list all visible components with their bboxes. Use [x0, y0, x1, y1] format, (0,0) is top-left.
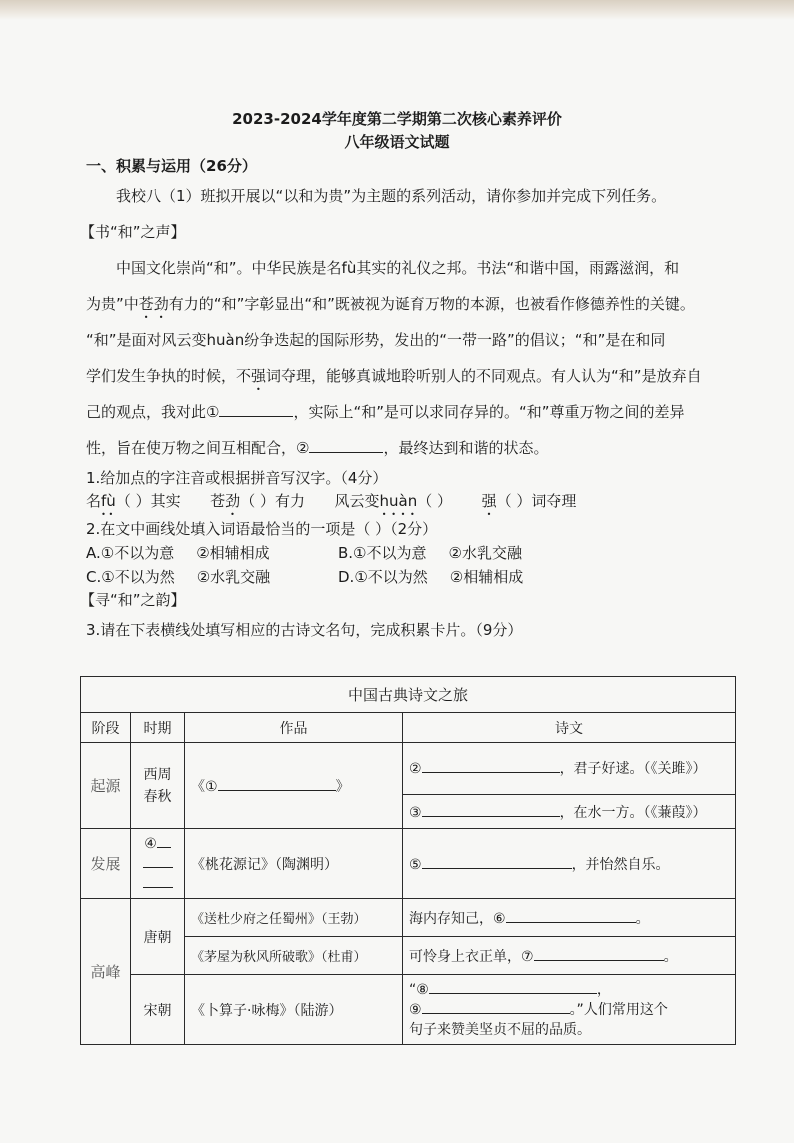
passage-text: ，实际上“和”是可以求同存异的。“和”尊重万物之间的差异 — [293, 403, 685, 421]
passage-text: ，最终达到和谐的状态。 — [383, 439, 549, 457]
q1-item-post: （ ） — [417, 492, 453, 510]
work-taohuayuan: 《桃花源记》（陶渊明） — [185, 829, 403, 899]
passage-text: 中国文化崇尚“和”。中华民族是名 — [116, 259, 342, 277]
stage-develop: 发展 — [81, 829, 131, 899]
q1-item-key: 劲 — [225, 492, 241, 510]
period-zhou-chunqiu: 西周 春秋 — [131, 743, 185, 829]
stage-peak: 高峰 — [81, 899, 131, 1045]
option-c-part2: ②水乳交融 — [196, 568, 271, 586]
work-dufu: 《茅屋为秋风所破歌》（杜甫） — [185, 937, 403, 975]
passage-text: 其实的礼仪之邦。书法“和谐中国，雨露滋润，和 — [356, 259, 680, 277]
q1-item-key: 强 — [481, 492, 497, 510]
passage-text: 纷争迭起的国际形势，发出的“一带一路”的倡议；“和”是在和同 — [244, 331, 666, 349]
poem-taohuayuan-pre: ⑤ — [409, 856, 422, 873]
part-title-shu-he: 【书“和”之声】 — [80, 223, 186, 241]
answer-line-4a[interactable] — [157, 834, 171, 848]
q1-item[interactable] — [335, 492, 453, 510]
option-a[interactable] — [86, 542, 270, 563]
q1-item[interactable] — [86, 492, 181, 510]
answer-line-4b[interactable] — [143, 854, 173, 868]
q1-item-key: huàn — [379, 492, 418, 510]
table-title: 中国古典诗文之旅 — [81, 677, 736, 713]
passage-text: “和”是面对风云变 — [86, 331, 207, 349]
section-heading: 一、积累与运用（26分） — [86, 157, 257, 175]
poem-guanju-pre: ② — [409, 760, 422, 777]
poem-luyou-line3: 句子来赞美坚贞不屈的品质。 — [409, 1021, 591, 1038]
period-answer-4 — [131, 829, 185, 899]
work-origin-post: 》 — [335, 778, 350, 795]
header-poem: 诗文 — [403, 713, 736, 743]
answer-line-7[interactable] — [534, 947, 664, 961]
header-stage: 阶段 — [81, 713, 131, 743]
header-period: 时期 — [131, 713, 185, 743]
poem-wangbo — [403, 899, 736, 937]
poem-wangbo-post: 。 — [635, 910, 650, 927]
option-c[interactable] — [86, 566, 270, 587]
poem-dufu-pre: 可怜身上衣正单，⑦ — [409, 948, 534, 965]
option-d[interactable] — [338, 566, 523, 587]
poem-dufu — [403, 937, 736, 975]
work-luyou: 《卜算子·咏梅》（陆游） — [185, 975, 403, 1045]
passage-line-1 — [86, 258, 746, 278]
option-d-part1: D.①不以为然 — [338, 568, 428, 586]
task-intro: 我校八（1）班拟开展以“以和为贵”为主题的系列活动，请你参加并完成下列任务。 — [116, 187, 667, 205]
q1-item[interactable] — [482, 492, 577, 510]
period-4-label: ④ — [144, 835, 157, 852]
passage-text: 词夺理，能够真诚地聆听别人的不同观点。有人认为“和”是放弃自 — [266, 367, 702, 385]
option-b-part2: ②水乳交融 — [448, 544, 522, 562]
poetry-card-table — [80, 676, 736, 1045]
header-work: 作品 — [185, 713, 403, 743]
q1-item[interactable] — [210, 492, 305, 510]
passage-line-5 — [86, 402, 746, 422]
q1-item-post: （ ）词夺理 — [496, 492, 577, 510]
poem-jianjia-post: ，在水一方。（《蒹葭》） — [559, 804, 707, 821]
question-1-items — [86, 491, 766, 519]
answer-line-2[interactable] — [422, 759, 560, 773]
poem-taohuayuan-post: ，并怡然自乐。 — [571, 856, 670, 873]
answer-line-9[interactable] — [422, 1000, 570, 1014]
answer-line-4c[interactable] — [143, 874, 173, 888]
option-d-part2: ②相辅相成 — [449, 568, 524, 586]
question-2: 2.在文中画线处填入词语最恰当的一项是（ ）（2分） — [86, 520, 438, 538]
poem-luyou-line2-post: 。”人们常用这个 — [569, 1001, 668, 1018]
q1-item-pre: 名 — [86, 492, 102, 510]
work-wangbo: 《送杜少府之任蜀州》（王勃） — [185, 899, 403, 937]
q1-item-pre: 风云变 — [334, 492, 380, 510]
work-origin-pre: 《① — [191, 778, 218, 795]
poem-luyou: “⑧ ， ⑨ 。”人们常用这个 句子来赞美坚贞不屈的品质。 — [403, 975, 736, 1045]
part-title-xun-he: 【寻“和”之韵】 — [80, 591, 186, 609]
stage-origin: 起源 — [81, 743, 131, 829]
work-origin — [185, 743, 403, 829]
dotted-word-canggjin: 苍劲 — [138, 295, 169, 313]
dotted-word-qiang: 强 — [251, 367, 267, 385]
passage-text: 有力的“和”字彰显出“和”既被视为诞育万物的本源，也被看作修德养性的关键。 — [168, 295, 695, 313]
q1-item-post: （ ）其实 — [115, 492, 181, 510]
q1-item-key: fù — [101, 492, 116, 510]
period-tang: 唐朝 — [131, 899, 185, 975]
poem-guanju-post: ，君子好逑。（《关雎》） — [559, 760, 707, 777]
poem-jianjia-pre: ③ — [409, 804, 422, 821]
pinyin-huan: huàn — [206, 331, 245, 349]
exam-title: 2023-2024学年度第二学期第二次核心素养评价 — [232, 110, 562, 128]
poem-wangbo-pre: 海内存知己，⑥ — [409, 910, 506, 927]
poem-taohuayuan — [403, 829, 736, 899]
passage-line-3 — [86, 330, 746, 350]
poem-luyou-open: “⑧ — [409, 981, 429, 998]
answer-line-1[interactable] — [218, 777, 336, 791]
period-song: 宋朝 — [131, 975, 185, 1045]
option-a-part1: A.①不以为意 — [86, 544, 175, 562]
q1-item-pre: 苍 — [210, 492, 226, 510]
answer-line-6[interactable] — [506, 909, 636, 923]
option-b[interactable] — [338, 542, 522, 563]
passage-line-6 — [86, 438, 746, 458]
answer-blank-1[interactable] — [219, 402, 293, 417]
answer-line-5[interactable] — [422, 855, 572, 869]
option-a-part2: ②相辅相成 — [196, 544, 270, 562]
poem-dufu-post: 。 — [663, 948, 678, 965]
passage-text: 己的观点，我对此① — [86, 403, 220, 421]
pinyin-fu: fù — [341, 259, 357, 277]
answer-blank-2[interactable] — [309, 438, 383, 453]
q1-item-post: （ ）有力 — [240, 492, 305, 510]
passage-line-4 — [86, 366, 746, 394]
option-b-part1: B.①不以为意 — [338, 544, 427, 562]
poem-luyou-9-label: ⑨ — [409, 1001, 422, 1018]
poem-jianjia — [403, 795, 736, 829]
question-1: 1.给加点的字注音或根据拼音写汉字。（4分） — [86, 469, 388, 487]
option-c-part1: C.①不以为然 — [86, 568, 175, 586]
answer-line-3[interactable] — [422, 803, 560, 817]
passage-text: 学们发生争执的时候，不 — [86, 367, 252, 385]
question-3: 3.请在下表横线处填写相应的古诗文名句，完成积累卡片。（9分） — [86, 621, 523, 639]
answer-line-8[interactable] — [429, 980, 597, 994]
poem-guanju — [403, 743, 736, 795]
passage-line-2 — [86, 294, 746, 322]
passage-text: 为贵”中 — [86, 295, 139, 313]
passage-text: 性，旨在使万物之间互相配合，② — [86, 439, 310, 457]
exam-subtitle: 八年级语文试题 — [344, 133, 450, 151]
